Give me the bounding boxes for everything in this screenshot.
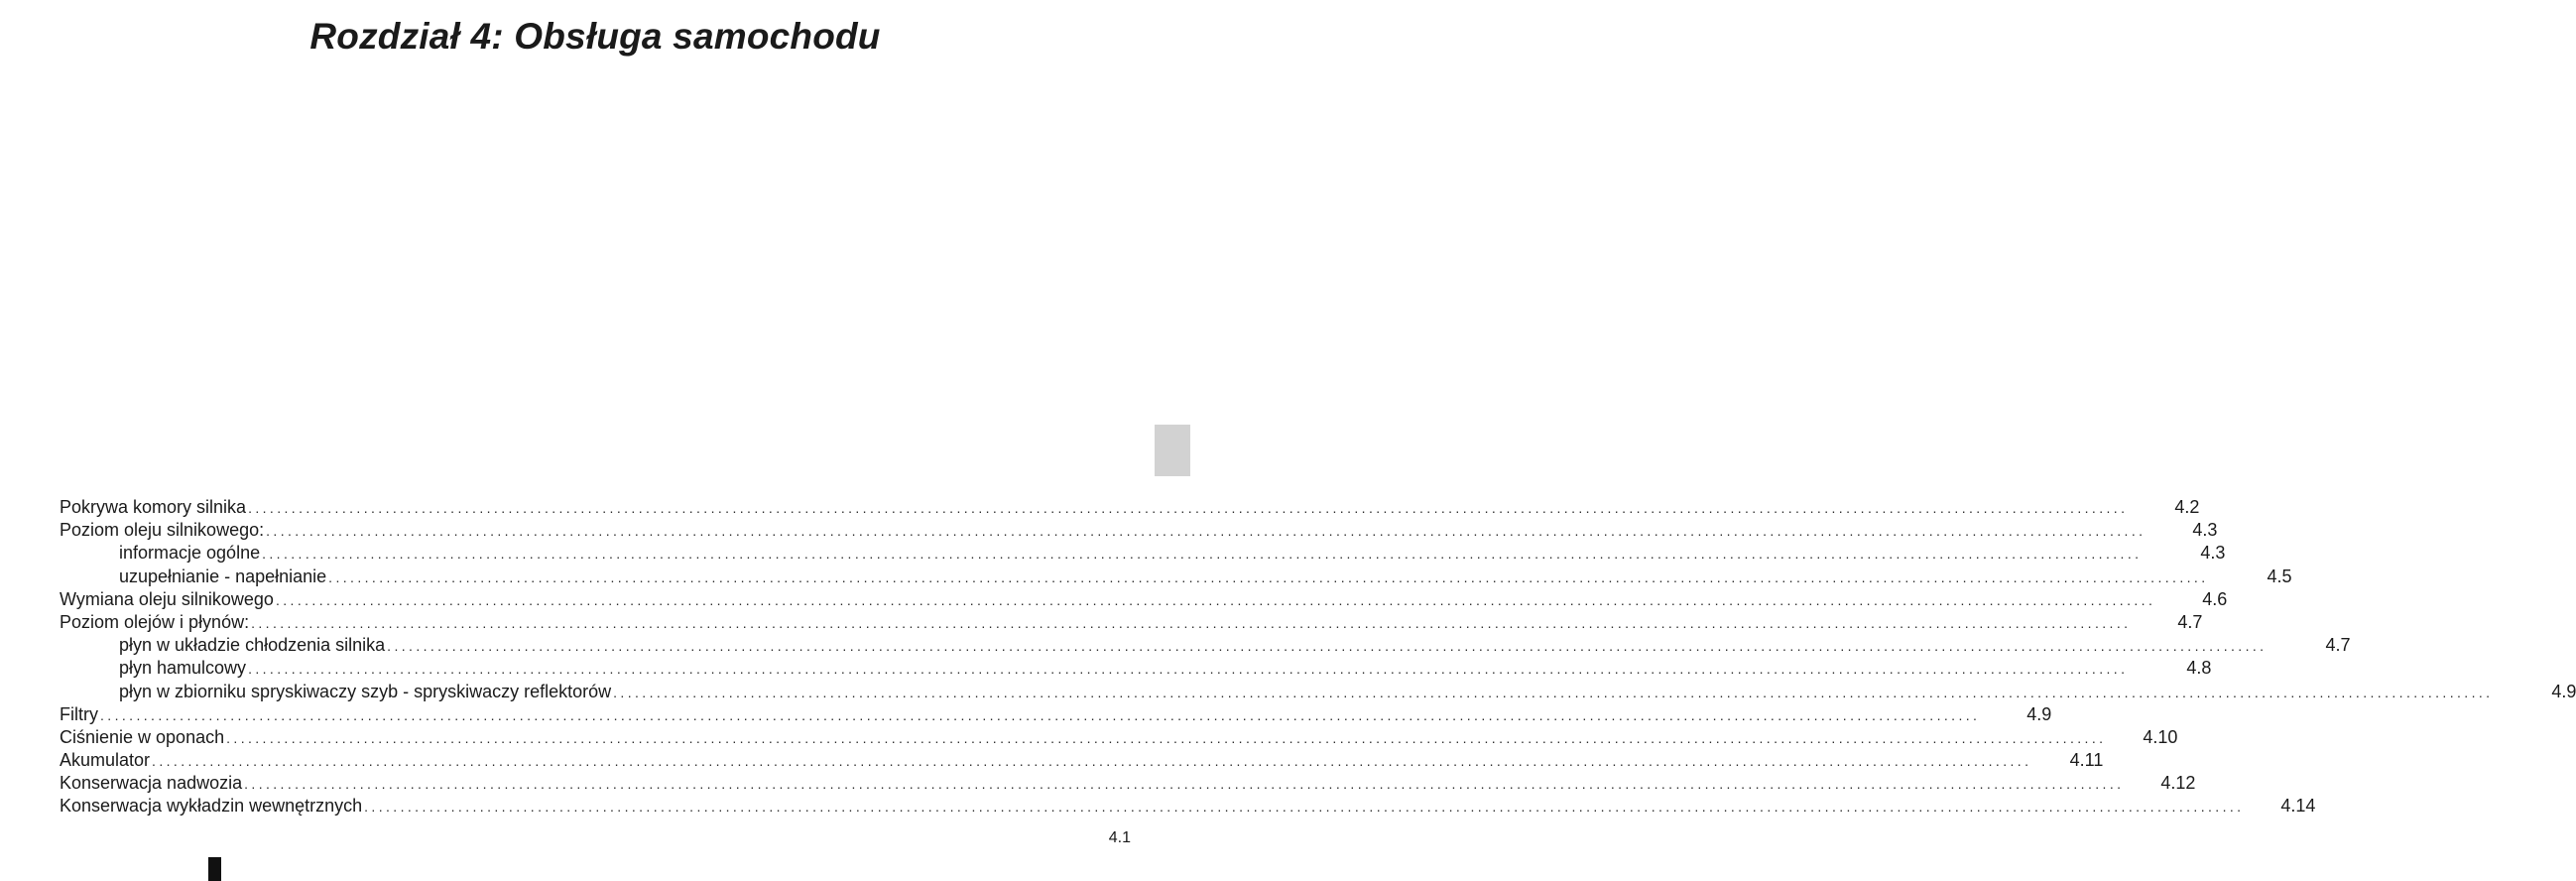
toc-dot-leader: .................................................................................................................................................................................................................................................................... — [251, 614, 2132, 631]
toc-dot-leader: .................................................................................................................................................................................................................................................................... — [152, 753, 2032, 770]
toc-dot-leader: .................................................................................................................................................................................................................................................................... — [328, 568, 2209, 585]
toc-dot-leader: .................................................................................................................................................................................................................................................................... — [275, 591, 2156, 608]
toc-subentry[interactable] — [60, 634, 2351, 657]
toc-entry-page: 4.9 — [2551, 681, 2576, 701]
toc-entry[interactable] — [60, 519, 2218, 542]
toc-entry-label: Pokrywa komory silnika — [60, 496, 248, 519]
toc-entry-label: Akumulator — [60, 749, 152, 772]
toc-entry-page: 4.3 — [2200, 543, 2226, 564]
toc-dot-leader: .................................................................................................................................................................................................................................................................... — [387, 638, 2268, 655]
toc-subentry[interactable] — [60, 657, 2212, 680]
toc-entry-label: płyn w zbiorniku spryskiwaczy szyb - spryskiwaczy reflektorów — [60, 681, 613, 703]
toc-entry[interactable] — [60, 726, 2178, 749]
toc-subentry[interactable] — [60, 542, 2226, 565]
toc-dot-leader: .................................................................................................................................................................................................................................................................... — [248, 661, 2129, 678]
toc-subentry[interactable] — [60, 681, 2576, 703]
toc-dot-leader: .................................................................................................................................................................................................................................................................... — [248, 500, 2129, 516]
toc-dot-leader: .................................................................................................................................................................................................................................................................... — [262, 546, 2143, 563]
toc-dot-leader: .................................................................................................................................................................................................................................................................... — [364, 799, 2245, 816]
toc-dot-leader: .................................................................................................................................................................................................................................................................... — [100, 706, 1981, 723]
toc-dot-leader: .................................................................................................................................................................................................................................................................... — [613, 684, 2494, 700]
toc-entry-label: uzupełnianie - napełnianie — [60, 566, 328, 588]
page-number: 4.1 — [1108, 829, 1131, 846]
toc-entry-label: informacje ogólne — [60, 542, 262, 565]
toc-entry[interactable] — [60, 611, 2203, 634]
chapter-side-tab — [1155, 425, 1190, 476]
toc-entry-page: 4.6 — [2202, 588, 2228, 609]
toc-entry-label: Ciśnienie w oponach — [60, 726, 226, 749]
toc-entry-label: Poziom olejów i płynów: — [60, 611, 251, 634]
toc-entry[interactable] — [60, 703, 2052, 726]
toc-dot-leader: .................................................................................................................................................................................................................................................................... — [244, 776, 2125, 793]
toc-dot-leader: .................................................................................................................................................................................................................................................................... — [266, 523, 2147, 540]
toc-subentry[interactable] — [60, 566, 2292, 588]
toc-entry-label: Filtry — [60, 703, 100, 726]
chapter-title: Rozdział 4: Obsługa samochodu — [309, 16, 881, 57]
margin-mark — [208, 857, 221, 881]
toc-entry-page: 4.5 — [2267, 566, 2292, 586]
toc-entry-page: 4.9 — [2026, 703, 2052, 724]
toc-entry-label: Poziom oleju silnikowego: — [60, 519, 266, 542]
toc-entry-page: 4.14 — [2280, 796, 2316, 817]
toc-entry-label: płyn w układzie chłodzenia silnika — [60, 634, 387, 657]
toc-entry-page: 4.12 — [2160, 773, 2196, 794]
toc-entry-page: 4.10 — [2143, 726, 2178, 747]
toc-entry-page: 4.2 — [2174, 497, 2200, 517]
toc-dot-leader: .................................................................................................................................................................................................................................................................... — [226, 729, 2107, 746]
table-of-contents — [60, 496, 2576, 818]
toc-entry-page: 4.7 — [2177, 611, 2203, 632]
toc-entry-label: Wymiana oleju silnikowego — [60, 588, 276, 611]
toc-entry-page: 4.11 — [2069, 750, 2104, 771]
toc-entry-page: 4.3 — [2192, 520, 2218, 541]
toc-entry[interactable] — [60, 749, 2104, 772]
toc-entry-label: Konserwacja wykładzin wewnętrznych — [60, 795, 364, 818]
toc-entry-label: płyn hamulcowy — [60, 657, 248, 680]
toc-entry-page: 4.8 — [2186, 658, 2212, 679]
toc-entry[interactable] — [60, 772, 2196, 795]
toc-entry[interactable] — [60, 496, 2200, 519]
toc-entry[interactable] — [60, 795, 2316, 818]
toc-entry[interactable] — [60, 588, 2228, 611]
toc-entry-label: Konserwacja nadwozia — [60, 772, 244, 795]
toc-entry-page: 4.7 — [2325, 635, 2351, 656]
